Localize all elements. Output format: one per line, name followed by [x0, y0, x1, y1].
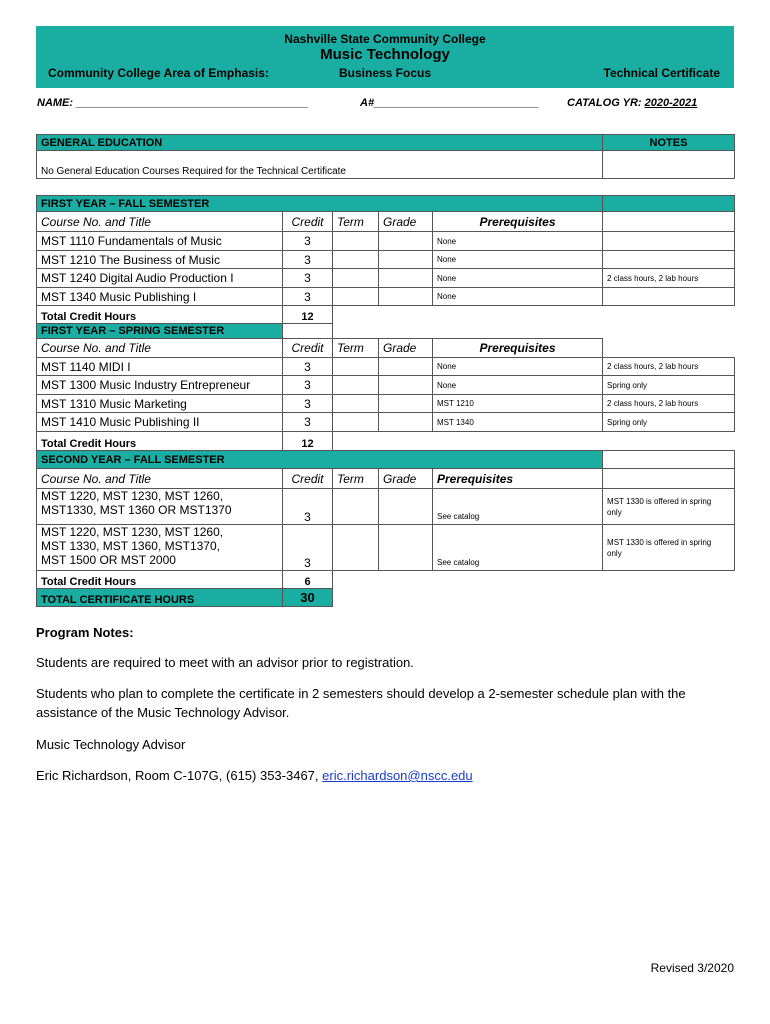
term-cell[interactable] [333, 413, 379, 432]
course-prereq: MST 1340 [433, 413, 603, 432]
program-note-1: Students are required to meet with an advisor prior to registration. [36, 655, 414, 670]
column-term: Term [333, 469, 379, 489]
table-row [37, 376, 735, 395]
course-notes: 2 class hours, 2 lab hours [603, 358, 735, 376]
course-notes-line: MST 1330 is offered in spring [607, 496, 712, 506]
certificate-total-label: TOTAL CERTIFICATE HOURS [37, 589, 283, 607]
a-number-field[interactable]: A#___________________________ [360, 97, 540, 109]
course-prereq: None [433, 376, 603, 395]
program-title: Music Technology [320, 46, 450, 63]
course-notes: Spring only [603, 376, 735, 395]
course-credit: 3 [283, 376, 333, 395]
program-notes-title [36, 623, 736, 642]
course-credit: 3 [283, 358, 333, 376]
area-of-emphasis-label: Community College Area of Emphasis: [48, 66, 269, 80]
table-row [37, 489, 735, 525]
course-prereq: See catalog [433, 525, 603, 571]
course-title: MST 1340 Music Publishing I [37, 288, 283, 306]
grade-cell[interactable] [379, 413, 433, 432]
column-credit: Credit [283, 339, 333, 358]
course-credit: 3 [283, 288, 333, 306]
advisor-title: Music Technology Advisor [36, 737, 186, 752]
term-cell[interactable] [333, 288, 379, 306]
column-term: Term [333, 339, 379, 358]
advisor-info: Eric Richardson, Room C-107G, (615) 353-3467, [36, 768, 319, 783]
fall2-total: 6 [283, 571, 333, 589]
column-term: Term [333, 212, 379, 232]
course-title-line: MST 1500 OR MST 2000 [41, 553, 176, 567]
term-cell[interactable] [333, 251, 379, 269]
name-field[interactable]: NAME: ______________________________________ [37, 97, 309, 109]
course-title [37, 525, 283, 571]
course-notes [603, 232, 735, 251]
course-credit: 3 [283, 525, 333, 571]
term-cell[interactable] [333, 489, 379, 525]
general-education-notes [603, 151, 735, 179]
column-credit: Credit [283, 212, 333, 232]
general-education-table [36, 134, 735, 179]
certificate-type: Technical Certificate [603, 66, 720, 80]
fall1-total: 12 [283, 306, 333, 324]
grade-cell[interactable] [379, 288, 433, 306]
course-title: MST 1110 Fundamentals of Music [37, 232, 283, 251]
column-grade: Grade [379, 212, 433, 232]
column-prereq: Prerequisites [433, 212, 603, 232]
course-title-line: MST1330, MST 1360 OR MST1370 [41, 503, 232, 517]
course-notes-line: only [607, 548, 622, 558]
column-prereq: Prerequisites [433, 339, 603, 358]
grade-cell[interactable] [379, 489, 433, 525]
grade-cell[interactable] [379, 251, 433, 269]
grade-cell[interactable] [379, 269, 433, 288]
course-title-line: MST 1330, MST 1360, MST1370, [41, 539, 220, 553]
course-notes: 2 class hours, 2 lab hours [603, 395, 735, 413]
grade-cell[interactable] [379, 358, 433, 376]
fall1-total-label: Total Credit Hours [37, 306, 283, 324]
table-row [37, 525, 735, 571]
spring1-total: 12 [283, 432, 333, 451]
program-note-2: Students who plan to complete the certificate in 2 semesters should develop a 2-semester schedule plan with the assistance of the Music Technology Advisor. [36, 686, 686, 720]
fall2-title: SECOND YEAR – FALL SEMESTER [37, 451, 603, 469]
course-title-line: MST 1220, MST 1230, MST 1260, [41, 489, 224, 503]
course-plan-table [36, 195, 735, 607]
course-prereq: None [433, 288, 603, 306]
revised-date: Revised 3/2020 [650, 961, 734, 975]
course-notes: 2 class hours, 2 lab hours [603, 269, 735, 288]
course-notes: Spring only [603, 413, 735, 432]
spring1-title: FIRST YEAR – SPRING SEMESTER [37, 324, 283, 339]
course-credit: 3 [283, 269, 333, 288]
course-title: MST 1300 Music Industry Entrepreneur [37, 376, 283, 395]
course-credit: 3 [283, 251, 333, 269]
column-course: Course No. and Title [37, 469, 283, 489]
course-notes-line: only [607, 507, 622, 517]
grade-cell[interactable] [379, 525, 433, 571]
table-row [37, 395, 735, 413]
course-notes [603, 489, 735, 525]
column-course: Course No. and Title [37, 212, 283, 232]
column-course: Course No. and Title [37, 339, 283, 358]
course-notes [603, 525, 735, 571]
column-grade: Grade [379, 469, 433, 489]
catalog-year-value: 2020-2021 [644, 97, 698, 109]
course-prereq: MST 1210 [433, 395, 603, 413]
certificate-total: 30 [283, 589, 333, 607]
table-row [37, 232, 735, 251]
course-credit: 3 [283, 413, 333, 432]
grade-cell[interactable] [379, 395, 433, 413]
term-cell[interactable] [333, 232, 379, 251]
course-prereq: See catalog [433, 489, 603, 525]
course-prereq: None [433, 251, 603, 269]
course-notes-line: MST 1330 is offered in spring [607, 537, 712, 547]
advisor-email-link[interactable]: eric.richardson@nscc.edu [322, 768, 473, 783]
program-header [36, 26, 734, 88]
fall2-total-label: Total Credit Hours [37, 571, 283, 589]
table-row [37, 358, 735, 376]
term-cell[interactable] [333, 376, 379, 395]
course-prereq: None [433, 232, 603, 251]
term-cell[interactable] [333, 358, 379, 376]
catalog-year [567, 97, 697, 109]
table-row [37, 288, 735, 306]
term-cell[interactable] [333, 395, 379, 413]
advisor-contact [36, 766, 736, 785]
course-prereq: None [433, 269, 603, 288]
notes-header: NOTES [603, 135, 735, 151]
area-of-emphasis-value: Business Focus [338, 66, 432, 80]
grade-cell[interactable] [379, 376, 433, 395]
course-title: MST 1210 The Business of Music [37, 251, 283, 269]
table-row [37, 269, 735, 288]
column-prereq: Prerequisites [433, 469, 603, 489]
course-title: MST 1410 Music Publishing II [37, 413, 283, 432]
column-grade: Grade [379, 339, 433, 358]
fall1-title: FIRST YEAR – FALL SEMESTER [37, 196, 603, 212]
course-title: MST 1310 Music Marketing [37, 395, 283, 413]
course-prereq: None [433, 358, 603, 376]
course-notes [603, 288, 735, 306]
column-credit: Credit [283, 469, 333, 489]
course-title: MST 1240 Digital Audio Production I [37, 269, 283, 288]
term-cell[interactable] [333, 269, 379, 288]
course-credit: 3 [283, 395, 333, 413]
spring1-total-label: Total Credit Hours [37, 432, 283, 451]
grade-cell[interactable] [379, 232, 433, 251]
course-title: MST 1140 MIDI I [37, 358, 283, 376]
course-credit: 3 [283, 489, 333, 525]
course-notes [603, 251, 735, 269]
general-education-title: GENERAL EDUCATION [37, 135, 603, 151]
term-cell[interactable] [333, 525, 379, 571]
course-title [37, 489, 283, 525]
table-row [37, 413, 735, 432]
course-title-line: MST 1220, MST 1230, MST 1260, [41, 525, 224, 539]
college-name: Nashville State Community College [284, 32, 486, 46]
table-row [37, 251, 735, 269]
course-credit: 3 [283, 232, 333, 251]
catalog-year-label: CATALOG YR: [567, 97, 642, 109]
program-notes-heading: Program Notes: [36, 625, 134, 640]
general-education-text: No General Education Courses Required for the Technical Certificate [37, 151, 603, 179]
